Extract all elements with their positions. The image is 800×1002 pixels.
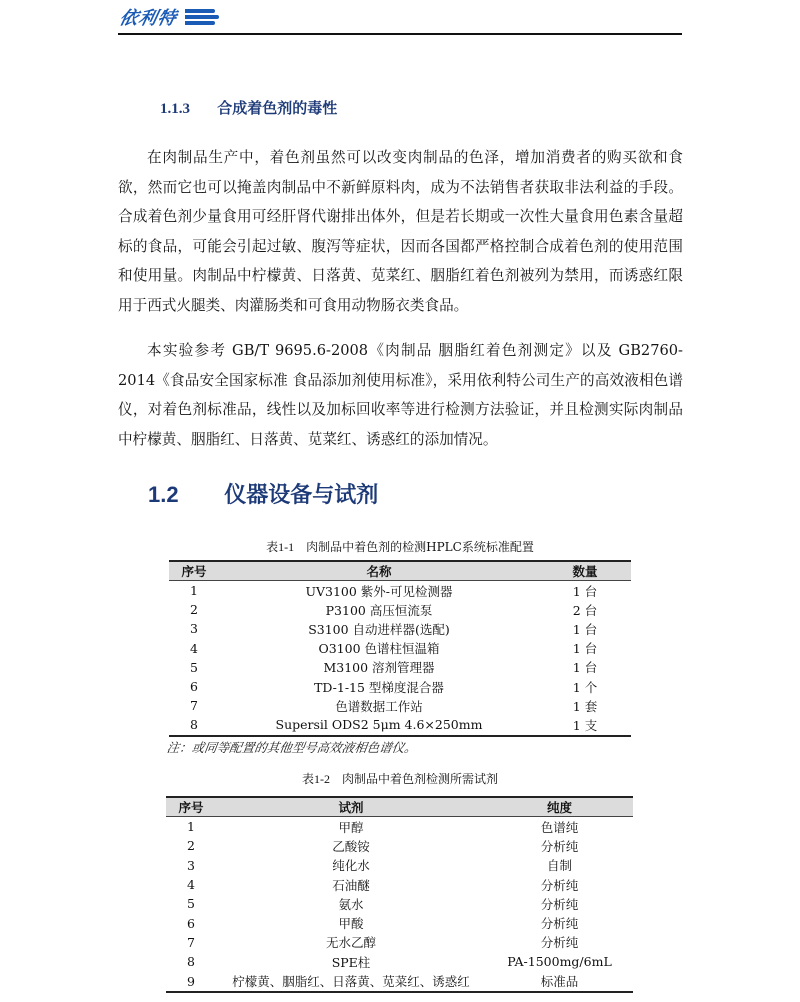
cell-purity: 标准品 bbox=[486, 971, 633, 991]
table-row bbox=[166, 913, 633, 932]
cell-purity: 分析纯 bbox=[540, 896, 579, 912]
column-header-reagent: 试剂 bbox=[216, 797, 486, 817]
cell-name: 色谱数据工作站 bbox=[335, 698, 423, 714]
table-row bbox=[166, 894, 633, 913]
cell-quantity: 1 个 bbox=[572, 679, 598, 695]
cell-purity: 分析纯 bbox=[540, 935, 579, 951]
table1-caption-title: 肉制品中着色剂的检测HPLC系统标准配置 bbox=[306, 540, 534, 554]
cell-quantity: 1 台 bbox=[572, 621, 598, 637]
cell-name: P3100 高压恒流泵 bbox=[325, 602, 433, 618]
cell-reagent: 甲酸 bbox=[338, 916, 364, 932]
cell-reagent: 甲醇 bbox=[338, 819, 364, 835]
column-header-quantity: 数量 bbox=[539, 561, 631, 581]
cell-index: 1 bbox=[187, 819, 195, 835]
cell-reagent: 乙酸铵 bbox=[332, 838, 370, 854]
section-title: 合成着色剂的毒性 bbox=[217, 99, 338, 117]
column-header-index: 序号 bbox=[169, 561, 219, 581]
cell-purity: 自制 bbox=[546, 858, 572, 874]
table-row bbox=[166, 933, 633, 952]
table1-caption bbox=[0, 538, 800, 555]
table-row bbox=[166, 971, 633, 991]
table2-caption-number: 表1-2 bbox=[301, 772, 330, 786]
cell-index: 1 bbox=[190, 583, 198, 599]
section-title: 仪器设备与试剂 bbox=[224, 483, 379, 508]
table-row bbox=[169, 715, 631, 735]
page-header bbox=[118, 6, 682, 30]
table2-caption bbox=[0, 770, 800, 787]
cell-index: 5 bbox=[187, 896, 195, 912]
cell-reagent: 氨水 bbox=[338, 896, 364, 912]
cell-quantity: 1 台 bbox=[572, 641, 598, 657]
column-header-index: 序号 bbox=[166, 797, 216, 817]
logo-text: 依利特 bbox=[117, 8, 179, 29]
cell-name: TD-1-15 型梯度混合器 bbox=[314, 679, 444, 695]
column-header-name: 名称 bbox=[219, 561, 539, 581]
cell-quantity: 1 台 bbox=[572, 660, 598, 676]
table-row bbox=[166, 836, 633, 855]
cell-index: 6 bbox=[190, 679, 198, 695]
table-row bbox=[169, 677, 631, 696]
company-logo bbox=[117, 6, 219, 29]
cell-quantity: 1 台 bbox=[572, 583, 598, 599]
cell-index: 7 bbox=[190, 698, 198, 714]
cell-reagent: 石油醚 bbox=[332, 877, 370, 893]
cell-reagent: 无水乙醇 bbox=[325, 935, 376, 951]
table-header-row bbox=[169, 561, 631, 581]
cell-index: 9 bbox=[166, 971, 216, 991]
cell-purity: 分析纯 bbox=[540, 877, 579, 893]
cell-reagent: 柠檬黄、胭脂红、日落黄、苋菜红、诱惑红 bbox=[216, 971, 486, 991]
cell-index: 2 bbox=[190, 602, 198, 618]
section-heading-1-1-3 bbox=[160, 97, 337, 118]
cell-name: M3100 溶剂管理器 bbox=[323, 660, 435, 676]
table-row bbox=[169, 619, 631, 638]
cell-name: S3100 自动进样器(选配) bbox=[308, 621, 450, 637]
table-row bbox=[169, 639, 631, 658]
paragraph-method-reference: 本实验参考 GB/T 9695.6-2008《肉制品 胭脂红着色剂测定》以及 GB2760-2014《食品安全国家标准 食品添加剂使用标准》，采用依利特公司生产的高效液相色谱仪，对着色剂标准品，线性以及加标回收率等进行检测方法验证，并且检测实际肉制品中柠檬黄、胭脂红、日落黄、苋菜红、诱惑红的添加情况。 bbox=[118, 342, 683, 448]
table-row bbox=[169, 696, 631, 715]
reagents-table bbox=[166, 796, 633, 993]
table-row bbox=[169, 600, 631, 619]
cell-reagent: SPE柱 bbox=[331, 954, 371, 970]
cell-quantity: 2 台 bbox=[572, 602, 598, 618]
cell-name: UV3100 紫外-可见检测器 bbox=[305, 583, 453, 599]
table-row bbox=[166, 817, 633, 837]
cell-index: 3 bbox=[190, 621, 198, 637]
table-header-row bbox=[166, 797, 633, 817]
section-heading-1-2 bbox=[148, 478, 378, 509]
logo-bars-icon bbox=[185, 8, 219, 26]
section-number: 1.1.3 bbox=[160, 101, 190, 117]
cell-index: 4 bbox=[187, 877, 195, 893]
cell-purity: 分析纯 bbox=[540, 838, 579, 854]
cell-reagent: 纯化水 bbox=[332, 858, 370, 874]
cell-index: 4 bbox=[190, 640, 198, 656]
table-row bbox=[169, 658, 631, 677]
cell-purity: 色谱纯 bbox=[540, 819, 579, 835]
cell-index: 5 bbox=[190, 659, 198, 675]
cell-index: 2 bbox=[187, 838, 195, 854]
cell-quantity: 1 套 bbox=[572, 698, 598, 714]
table-row bbox=[166, 952, 633, 971]
cell-index: 7 bbox=[187, 934, 195, 950]
cell-index: 8 bbox=[187, 954, 195, 970]
table-row bbox=[166, 856, 633, 875]
cell-name: O3100 色谱柱恒温箱 bbox=[318, 641, 440, 657]
table2-caption-title: 肉制品中着色剂检测所需试剂 bbox=[341, 772, 498, 786]
cell-purity: PA-1500mg/6mL bbox=[507, 954, 612, 970]
paragraph-toxicity: 在肉制品生产中，着色剂虽然可以改变肉制品的色泽，增加消费者的购买欲和食欲，然而它也可以掩盖肉制品中不新鲜原料肉，成为不法销售者获取非法利益的手段。合成着色剂少量食用可经肝肾代谢排出体外，但是若长期或一次性大量食用色素含量超标的食品，可能会引起过敏、腹泻等症状，因而各国都严格控制合成着色剂的使用范围和使用量。肉制品中柠檬黄、日落黄、苋菜红、胭脂红着色剂被列为禁用，而诱惑红限用于西式火腿类、肉灌肠类和可食用动物肠衣类食品。 bbox=[118, 149, 683, 314]
cell-index: 8 bbox=[169, 715, 219, 735]
cell-name: Supersil ODS2 5μm 4.6×250mm bbox=[219, 715, 539, 735]
table1-note: 注：或同等配置的其他型号高效液相色谱仪。 bbox=[165, 740, 418, 755]
table-row bbox=[166, 875, 633, 894]
column-header-purity: 纯度 bbox=[486, 797, 633, 817]
section-number: 1.2 bbox=[148, 482, 179, 507]
cell-index: 3 bbox=[187, 857, 195, 873]
cell-quantity: 1 支 bbox=[539, 715, 631, 735]
table-row bbox=[169, 581, 631, 601]
header-rule bbox=[118, 33, 682, 35]
cell-purity: 分析纯 bbox=[540, 916, 579, 932]
cell-index: 6 bbox=[187, 915, 195, 931]
table1-caption-number: 表1-1 bbox=[266, 540, 295, 554]
hplc-config-table bbox=[169, 560, 631, 737]
